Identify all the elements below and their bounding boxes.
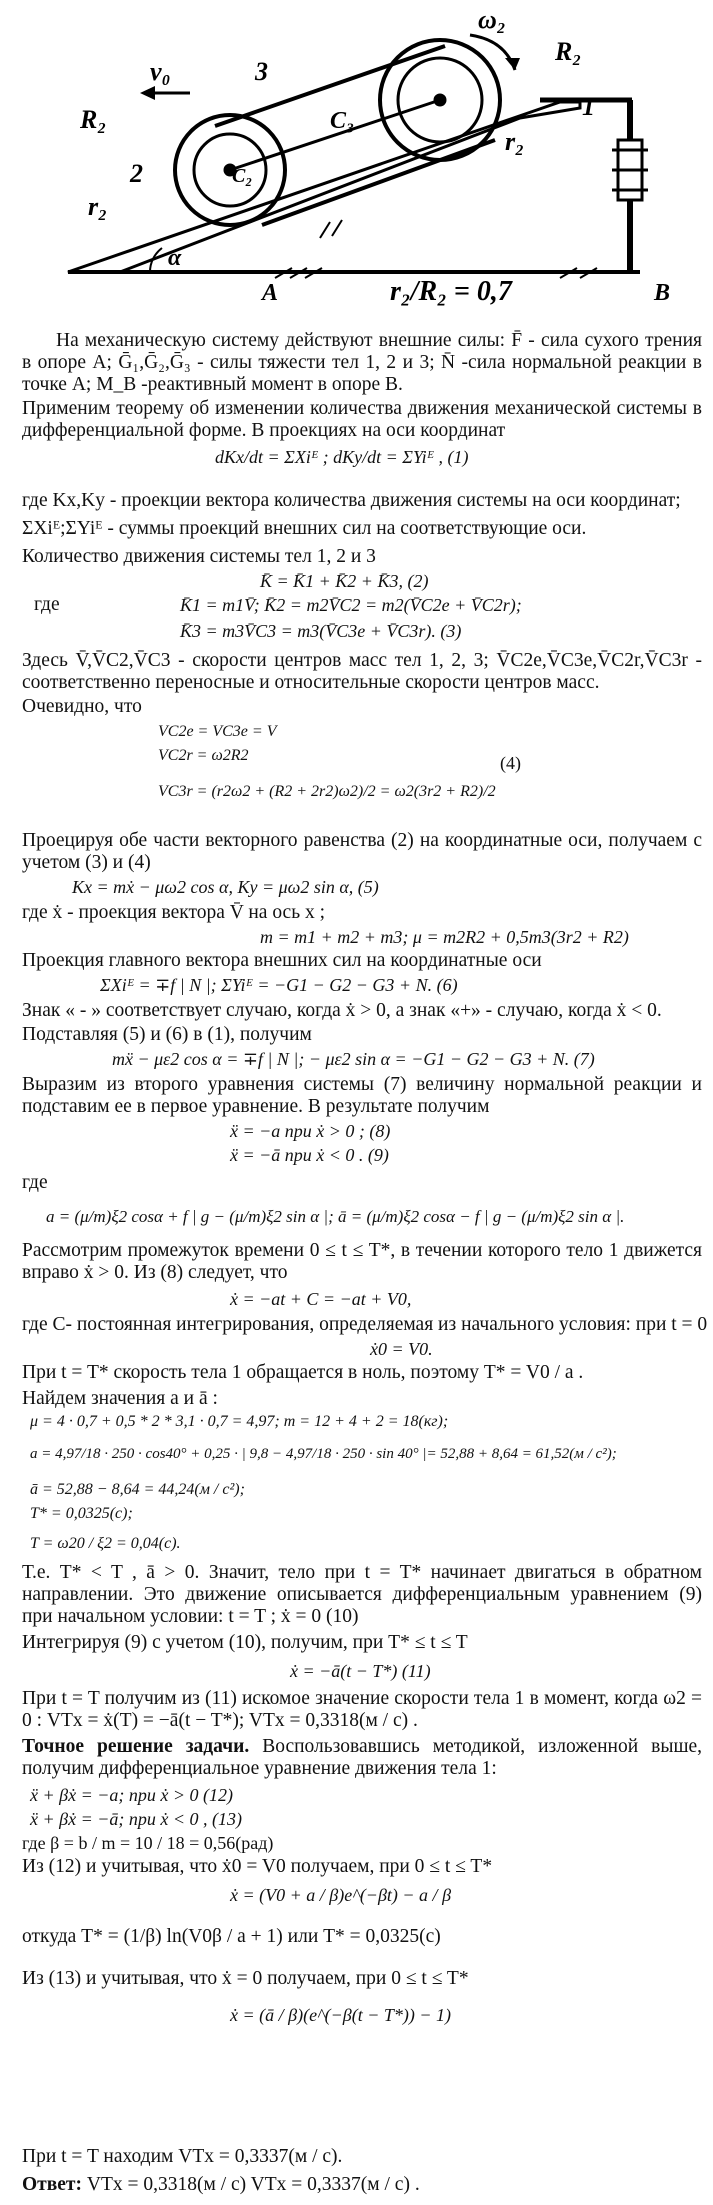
paragraph-projections: где Kx,Ky - проекции вектора количества движения системы на оси координат; (22, 490, 681, 511)
paragraph-x-dot: где ẋ - проекция вектора V̄ на ось x ; (22, 902, 326, 923)
equation-4-number: (4) (500, 753, 521, 773)
paragraph-reverse: Т.е. T* < T , ā > 0. Значит, тело при t = T* начинает двигаться в обратном направлении. Это движение описывается дифференциальным уравнением (9) при начальном условии: t = T ; ẋ = 0 (10) (22, 1562, 702, 1627)
equation-13: ẋ = −ā(t − T*) (11) (290, 1661, 431, 1681)
equation-10: a = (μ/m)ξ2 cosα + f | g − (μ/m)ξ2 sin α |; ā = (μ/m)ξ2 cosα − f | g − (μ/m)ξ2 sin α |. (46, 1207, 625, 1226)
paragraph-obviously: Очевидно, что (22, 696, 142, 717)
label-R2-left: R₂ (80, 105, 107, 134)
paragraph-substituting: Подставляя (5) и (6) в (1), получим (22, 1024, 312, 1045)
paragraph-express: Выразим из второго уравнения системы (7) величину нормальной реакции и подставим ее в первое уравнение. В результате получим (22, 1074, 702, 1117)
paragraph-sign: Знак « - » соответствует случаю, когда ẋ > 0, а знак «+» - случаю, когда ẋ < 0. (22, 1000, 662, 1021)
label-r2-left: r₂ (88, 192, 108, 221)
exact-solution-text: Воспользовавшись методикой, изложенной выше, получим дифференциальное уравнение движения тела 1: (22, 1736, 702, 1779)
label-r2-right: r₂ (505, 127, 525, 156)
equation-15: ẋ = (V0 + a / β)e^(−βt) − a / β (230, 1885, 452, 1905)
equation-3a: K̄1 = m1V̄; K̄2 = m2V̄C2 = m2(V̄C2e + V̄C2r); (180, 595, 522, 615)
equation-3b: K̄3 = m3V̄C3 = m3(V̄C3e + V̄C3r). (3) (180, 621, 462, 641)
label-where-1: где (34, 594, 60, 615)
paragraph-momentum: Количество движения системы тел 1, 2 и 3 (22, 546, 376, 567)
label-C2: C₂ (232, 165, 253, 187)
label-v0: v₀ (150, 57, 171, 86)
equation-12: ẋ0 = V0. (370, 1339, 433, 1359)
equation-2: K̄ = K̄1 + K̄2 + K̄3, (2) (260, 571, 429, 591)
equation-7: mẍ − με2 cos α = ∓f | N |; − με2 sin α = −G1 − G2 − G3 + N. (7) (112, 1049, 595, 1069)
label-alpha: α (168, 245, 182, 271)
calc-a-bar: ā = 52,88 − 8,64 = 44,24(м / с²); (30, 1481, 245, 1498)
paragraph-T-star: При t = T* скорость тела 1 обращается в ноль, поэтому T* = V0 / a . (22, 1362, 584, 1383)
calc-a: a = 4,97/18 · 250 · cos40° + 0,25 · | 9,8 − 4,97/18 · 250 · sin 40° |= 52,88 + 8,64 = 61,52(м / с²); (30, 1446, 617, 1462)
answer-text: VTx = 0,3318(м / с) VTx = 0,3337(м / с) . (82, 2174, 420, 2195)
equation-5: Kx = mẋ − μω2 cos α, Ky = μω2 sin α, (5) (72, 877, 379, 897)
equation-4a: VC2e = VC3e = V (158, 723, 277, 740)
label-omega2: ω₂ (478, 5, 506, 34)
paragraph-projecting: Проецируя обе части векторного равенства (2) на координатные оси, получаем с учетом (3) и (4) (22, 830, 702, 873)
paragraph-whence: откуда T* = (1/β) ln(V0β / a + 1) или T* = 0,0325(c) (22, 1926, 441, 1947)
equation-5b: m = m1 + m2 + m3; μ = m2R2 + 0,5m3(3r2 + R2) (260, 927, 629, 947)
label-A: A (262, 280, 279, 306)
equation-4b: VC2r = ω2R2 (158, 747, 249, 764)
equation-1: dKx/dt = ΣXiᴱ ; dKy/dt = ΣYiᴱ , (1) (215, 447, 469, 467)
paragraph-velocities: Здесь V̄,V̄C2,V̄C3 - скорости центров масс тел 1, 2, 3; V̄C2e,V̄C3e,V̄C2r,V̄C3r - соответственно переносные и относительные скорости центров масс. (22, 650, 702, 693)
paragraph-find-values: Найдем значения a и ā : (22, 1388, 218, 1409)
paragraph-at-T: При t = T находим VTx = 0,3337(м / с). (22, 2146, 343, 2167)
paragraph-interval: Рассмотрим промежуток времени 0 ≤ t ≤ T*, в течении которого тело 1 движется вправо ẋ > 0. Из (8) следует, что (22, 1240, 702, 1283)
label-2: 2 (130, 159, 143, 188)
paragraph-beta: где β = b / m = 10 / 18 = 0,56(рад) (22, 1833, 274, 1853)
label-R2-top: R₂ (555, 37, 582, 66)
label-3: 3 (255, 57, 268, 86)
label-ratio: r₂/R₂ = 0,7 (390, 276, 512, 307)
bearing-b (612, 130, 648, 220)
ground-hatching (275, 220, 597, 278)
paragraph-from-12: Из (12) и учитывая, что ẋ0 = V0 получаем, при 0 ≤ t ≤ T* (22, 1856, 493, 1877)
equation-14b: ẍ + βẋ = −ā; при ẋ < 0 , (13) (30, 1809, 243, 1829)
answer-heading: Ответ: (22, 2174, 83, 2195)
equation-6: ΣXiᴱ = ∓f | N |; ΣYiᴱ = −G1 − G2 − G3 + N. (6) (100, 975, 458, 995)
equation-11: ẋ = −at + C = −at + V0, (230, 1289, 412, 1309)
label-1: 1 (582, 92, 595, 121)
equation-16: ẋ = (ā / β)(e^(−β(t − T*)) − 1) (230, 2005, 452, 2025)
equation-4c: VC3r = (r2ω2 + (R2 + 2r2)ω2)/2 = ω2(3r2 + R2)/2 (158, 783, 496, 800)
paragraph-answer (22, 2174, 702, 2196)
paragraph-sums: ΣXiᴱ;ΣYiᴱ - суммы проекций внешних сил на соответствующие оси. (22, 518, 587, 539)
label-C3: C₃ (330, 108, 355, 134)
calc-T-star: T* = 0,0325(c); (30, 1505, 133, 1522)
calc-T: T = ω20 / ξ2 = 0,04(c). (30, 1535, 181, 1552)
paragraph-constant: где С- постоянная интегрирования, определяемая из начального условия: при t = 0 (22, 1314, 708, 1335)
paragraph-integrating: Интегрируя (9) с учетом (10), получим, при T* ≤ t ≤ T (22, 1632, 468, 1653)
paragraph-from-13: Из (13) и учитывая, что ẋ = 0 получаем, при 0 ≤ t ≤ T* (22, 1968, 469, 1989)
paragraph-velocity-result: При t = T получим из (11) искомое значение скорости тела 1 в момент, когда ω2 = 0 : VTx = ẋ(T) = −ā(t − T*); VTx = 0,3318(м / с) . (22, 1688, 702, 1731)
exact-solution-heading: Точное решение задачи. (22, 1736, 250, 1757)
paragraph-exact-solution (22, 1736, 702, 1780)
paragraph-theorem: Применим теорему об изменении количества движения механической системы в дифференциальной форме. В проекциях на оси координат (22, 398, 702, 441)
equation-9: ẍ = −ā при ẋ < 0 . (9) (230, 1145, 389, 1165)
equation-14a: ẍ + βẋ = −a; при ẋ > 0 (12) (30, 1785, 234, 1805)
mechanism-figure (60, 0, 710, 320)
equation-8: ẍ = −a при ẋ > 0 ; (8) (230, 1121, 391, 1141)
paragraph-forces: На механическую систему действуют внешние силы: F̄ - сила сухого трения в опоре А; Ḡ₁,Ḡ₂,Ḡ₃ - силы тяжести тел 1, 2 и 3; N̄ -сила нормальной реакции в точке А; M_B -реактивный момент в опоре В. (22, 330, 702, 395)
label-B: B (654, 280, 671, 306)
calc-mu-m: μ = 4 · 0,7 + 0,5 * 2 * 3,1 · 0,7 = 4,97; m = 12 + 4 + 2 = 18(кг); (30, 1413, 449, 1430)
paragraph-main-vector: Проекция главного вектора внешних сил на координатные оси (22, 950, 542, 971)
label-where-2: где (22, 1172, 48, 1193)
